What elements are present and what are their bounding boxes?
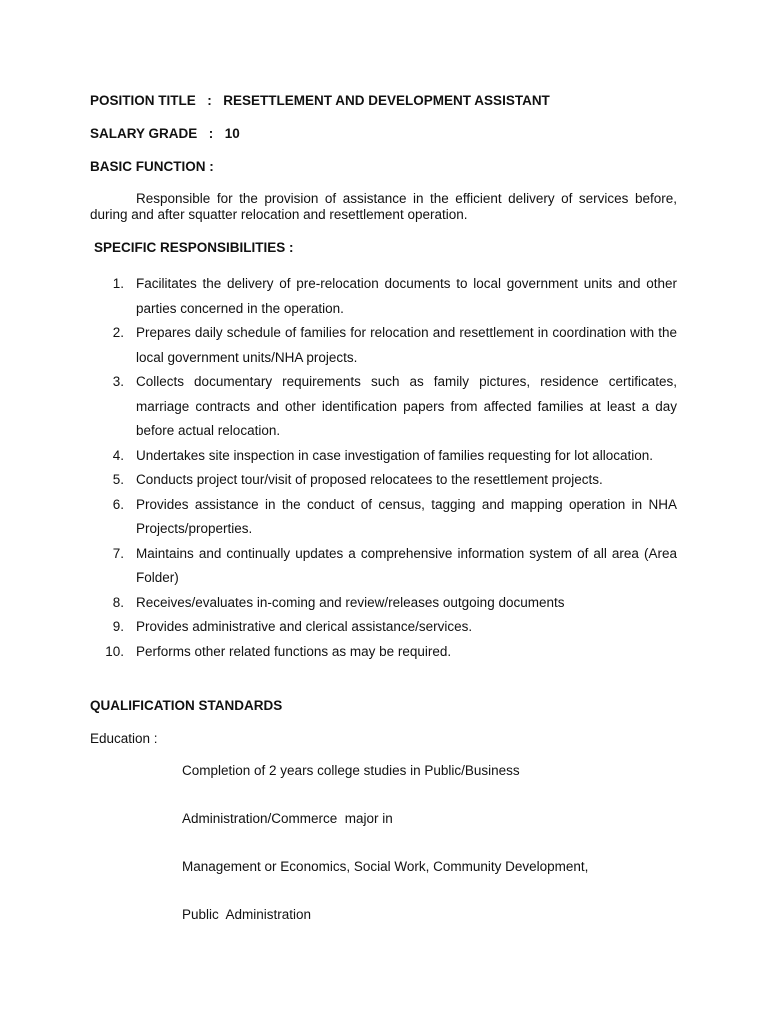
education-line: Administration/Commerce major in	[182, 811, 393, 826]
list-item	[90, 321, 677, 370]
list-item-number: 5.	[112, 472, 124, 487]
position-title-separator: :	[207, 93, 212, 108]
position-title-value: RESETTLEMENT AND DEVELOPMENT ASSISTANT	[223, 93, 550, 108]
education-text	[182, 731, 588, 955]
education-line: Management or Economics, Social Work, Community Development,	[182, 859, 589, 874]
list-item	[90, 591, 677, 616]
list-item-text: Performs other related functions as may be required.	[136, 643, 452, 659]
position-title-row	[90, 93, 550, 109]
list-item-text: Provides administrative and clerical assistance/services.	[136, 619, 473, 634]
responsibilities-list	[90, 272, 677, 664]
list-item-number: 1.	[112, 276, 124, 291]
education-line: Completion of 2 years college studies in Public/Business	[182, 763, 520, 778]
list-item-number: 10.	[105, 643, 124, 659]
list-item	[90, 493, 677, 542]
list-item	[90, 370, 677, 444]
list-item-text: Maintains and continually updates a comprehensive information system of all area (Area Folder)	[136, 545, 677, 585]
list-item-number: 9.	[112, 619, 124, 634]
list-item	[90, 444, 677, 469]
list-item	[90, 542, 677, 591]
specific-responsibilities-heading: SPECIFIC RESPONSIBILITIES :	[94, 240, 294, 255]
list-item-text: Facilitates the delivery of pre-relocation documents to local government units and other parties concerned in the operation.	[136, 276, 677, 316]
list-item-number: 7.	[112, 545, 124, 561]
list-item-text: Receives/evaluates in-coming and review/releases outgoing documents	[136, 594, 565, 610]
salary-grade-value: 10	[224, 126, 240, 141]
list-item-text: Prepares daily schedule of families for relocation and resettlement in coordination with the local government units/NHA projects.	[136, 325, 677, 365]
salary-grade-separator: :	[208, 126, 214, 141]
salary-grade-label: SALARY GRADE	[90, 126, 198, 141]
list-item-number: 2.	[112, 325, 124, 340]
basic-function-heading: BASIC FUNCTION :	[90, 159, 214, 174]
list-item-number: 4.	[112, 447, 124, 463]
list-item	[90, 640, 677, 665]
list-item	[90, 615, 677, 640]
list-item-number: 8.	[112, 594, 124, 610]
education-label: Education :	[90, 731, 158, 746]
list-item	[90, 272, 677, 321]
salary-grade-row	[90, 126, 240, 142]
list-item-text: Conducts project tour/visit of proposed relocatees to the resettlement projects.	[136, 472, 603, 487]
list-item	[90, 468, 677, 493]
position-title-label: POSITION TITLE	[90, 93, 196, 108]
list-item-text: Collects documentary requirements such as family pictures, residence certificates, marriage contracts and other identification papers from affected families at least a day before actual relocation.	[136, 374, 677, 438]
basic-function-text: Responsible for the provision of assistance in the efficient delivery of services before, during and after squatter relocation and resettlement operation.	[90, 191, 677, 222]
qualification-standards-heading: QUALIFICATION STANDARDS	[90, 698, 283, 713]
list-item-number: 3.	[112, 374, 124, 389]
education-line: Public Administration	[182, 907, 312, 922]
list-item-text: Undertakes site inspection in case investigation of families requesting for lot allocation.	[136, 447, 654, 463]
list-item-text: Provides assistance in the conduct of census, tagging and mapping operation in NHA Projects/properties.	[136, 496, 677, 536]
list-item-number: 6.	[112, 496, 124, 512]
